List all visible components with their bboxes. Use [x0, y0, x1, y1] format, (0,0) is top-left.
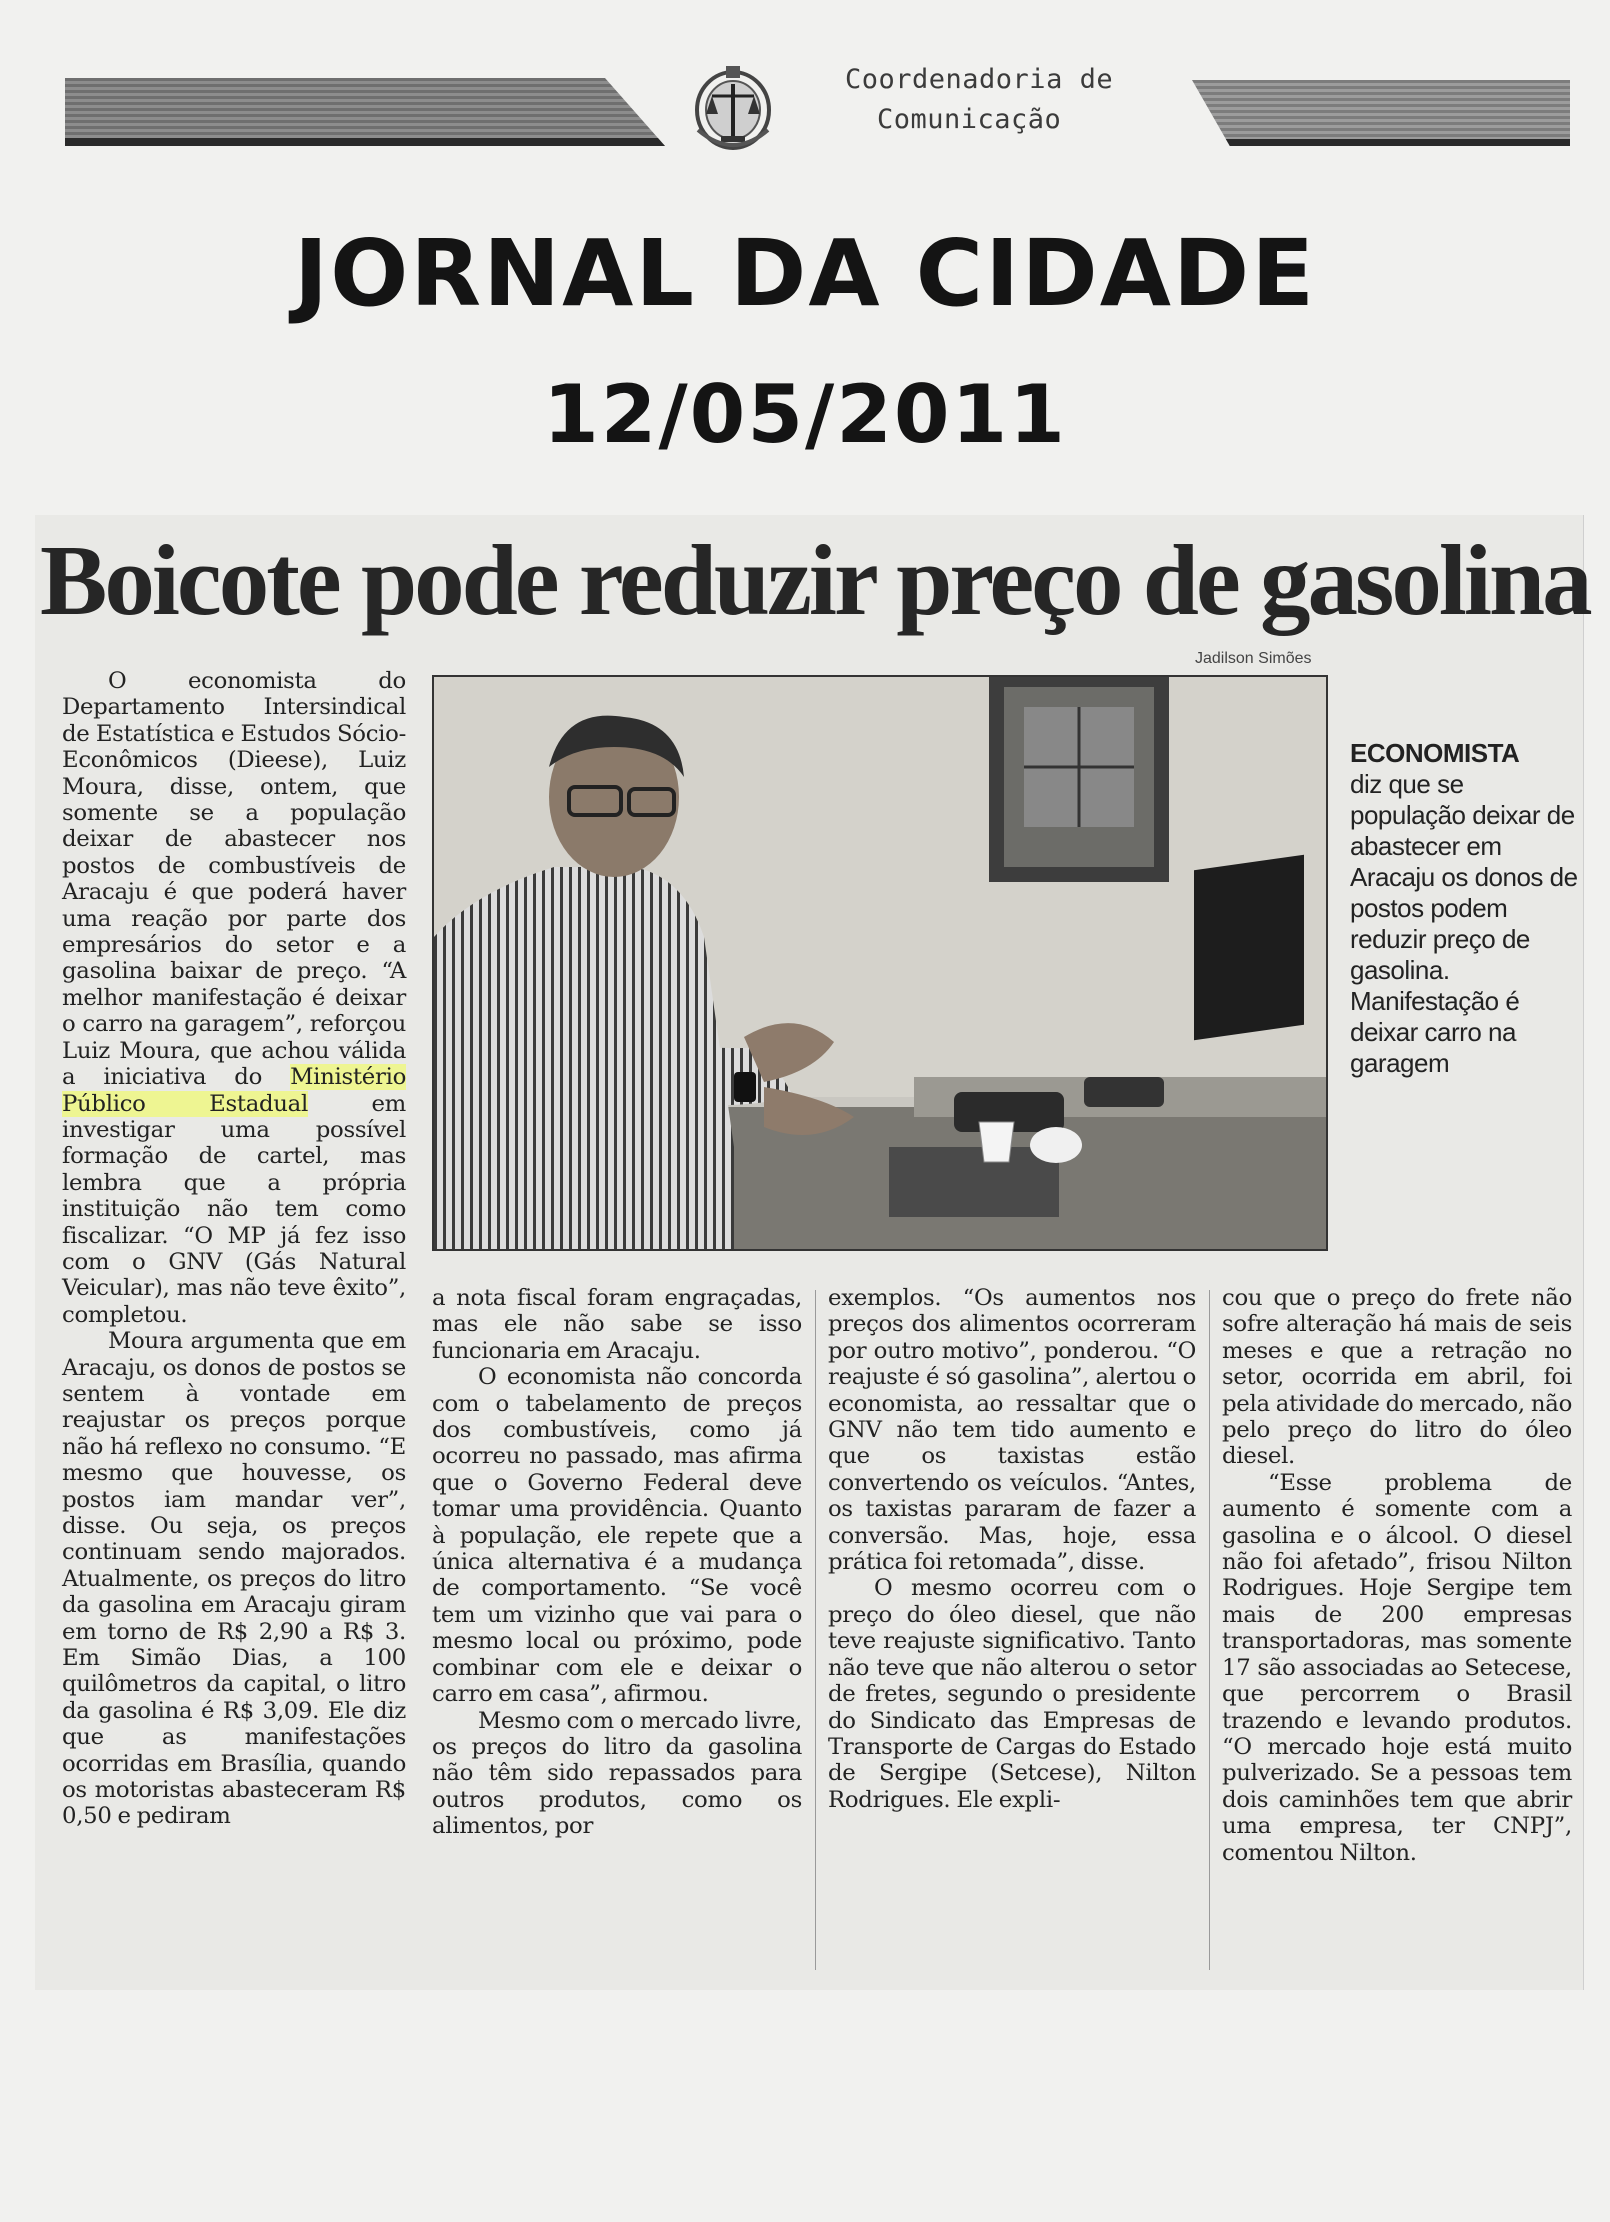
highlighted-text: Ministério Público Estadual: [62, 1064, 406, 1117]
publication-date: 12/05/2011: [543, 368, 1067, 461]
photo-credit: Jadilson Simões: [1195, 650, 1312, 667]
col1-paragraph-1: [62, 668, 406, 1328]
caption-kicker: ECONOMISTA: [1350, 738, 1520, 768]
col3-paragraph-2: O mesmo ocorreu com o preço do óleo diesel, que não teve reajuste significativo. Tanto não teve que não alterou o setor de fretes, segundo o presidente do Sindicato das Empresas de Transporte de Cargas do Estado de Sergipe (Setcese), Nilton Rodrigues. Ele expli-: [828, 1575, 1196, 1813]
department-line-2: Comunicação: [877, 104, 1062, 135]
department-line-1: Coordenadoria de: [845, 64, 1114, 95]
article-column-4: [1222, 1285, 1572, 1866]
col2-paragraph-3: Mesmo com o mercado livre, os preços do litro da gasolina não têm sido repassados para outros produtos, como os alimentos, por: [432, 1707, 802, 1840]
col3-paragraph-1: exemplos. “Os aumentos nos preços dos alimentos ocorreram por outro motivo”, ponderou. “O reajuste é só gasolina”, alertou o economista, ao ressaltar que o GNV não tem tido aumento e que os taxistas estão convertendo os veículos. “Antes, os taxistas pararam de fazer a conversão. Mas, hoje, essa prática foi retomada”, disse.: [828, 1285, 1196, 1576]
department-name: [845, 60, 1145, 140]
article-headline: Boicote pode reduzir preço de gasolina: [40, 524, 1590, 636]
col1-paragraph-2: Moura argumenta que em Aracaju, os donos de postos se sentem à vontade em reajustar os preços porque não há reflexo no consumo. “E mesmo que houvesse, os postos iam mandar ver”, disse. Ou seja, os preços continuam sendo majorados. Atualmente, os preços do litro da gasolina em Aracaju giram em torno de R$ 2,90 a R$ 3. Em Simão Dias, a 100 quilômetros da capital, o litro da gasolina é R$ 3,09. Ele diz que as manifestações ocorridas em Brasília, quando os motoristas abasteceram R$ 0,50 e pediram: [62, 1328, 406, 1830]
col4-paragraph-2: “Esse problema de aumento é somente com a gasolina e o álcool. O diesel não foi afetado”, frisou Nilton Rodrigues. Hoje Sergipe tem mais de 200 empresas transportadoras, mas somente 17 são associadas ao Setecese, que percorrem o Brasil trazendo e levando produtos. “O mercado hoje está muito pulverizado. Se a pessoas tem dois caminhões tem que abrir uma empresa, ter CNPJ”, comentou Nilton.: [1222, 1469, 1572, 1866]
column-rule: [815, 1290, 816, 1970]
col2-paragraph-1: a nota fiscal foram engraçadas, mas ele não sabe se isso funcionaria em Aracaju.: [432, 1285, 802, 1364]
article-photo: [432, 675, 1328, 1251]
col1-p1-end: em investigar uma possível formação de cartel, mas lembra que a própria instituição não tem como fiscalizar. “O MP já fez isso com o GNV (Gás Natural Veicular), mas não teve êxito”, completou.: [62, 1090, 406, 1328]
caption-text: diz que se população deixar de abastecer em Aracaju os donos de postos podem reduzir preço de gasolina. Manifestação é deixar carro na garagem: [1350, 769, 1578, 1078]
newspaper-name: JORNAL DA CIDADE: [293, 220, 1317, 327]
court-seal-icon: [688, 60, 778, 154]
article-column-1: [62, 668, 406, 1830]
header-stripe-left: [65, 78, 665, 146]
article-column-3: [828, 1285, 1196, 1813]
photo-caption: [1350, 738, 1580, 1079]
column-rule: [1209, 1290, 1210, 1970]
col1-p1-start: O economista do Departamento Intersindical de Estatística e Estudos Sócio-Econômicos (Dieese), Luiz Moura, disse, ontem, que somente se a população deixar de abastecer nos postos de combustíveis de Aracaju é que poderá haver uma reação por parte dos empresários do setor e a gasolina baixar de preço. “A melhor manifestação é deixar o carro na garagem”, reforçou Luiz Moura, que achou válida a iniciativa do: [62, 668, 406, 1091]
col2-paragraph-2: O economista não concorda com o tabelamento de preços dos combustíveis, como já ocorreu no passado, mas afirma que o Governo Federal deve tomar uma providência. Quanto à população, ele repete que a única alternativa é a mudança de comportamento. “Se você tem um vizinho que vai para o mesmo local ou próximo, pode combinar com ele e deixar o carro em casa”, afirmou.: [432, 1364, 802, 1708]
article-column-2: [432, 1285, 802, 1840]
economist-photo: [434, 677, 1326, 1249]
col4-paragraph-1: cou que o preço do frete não sofre alteração há mais de seis meses e que a retração no setor, ocorrida em abril, foi pela atividade do mercado, não pelo preço do litro do óleo diesel.: [1222, 1285, 1572, 1470]
header-stripe-right: [1192, 80, 1570, 146]
